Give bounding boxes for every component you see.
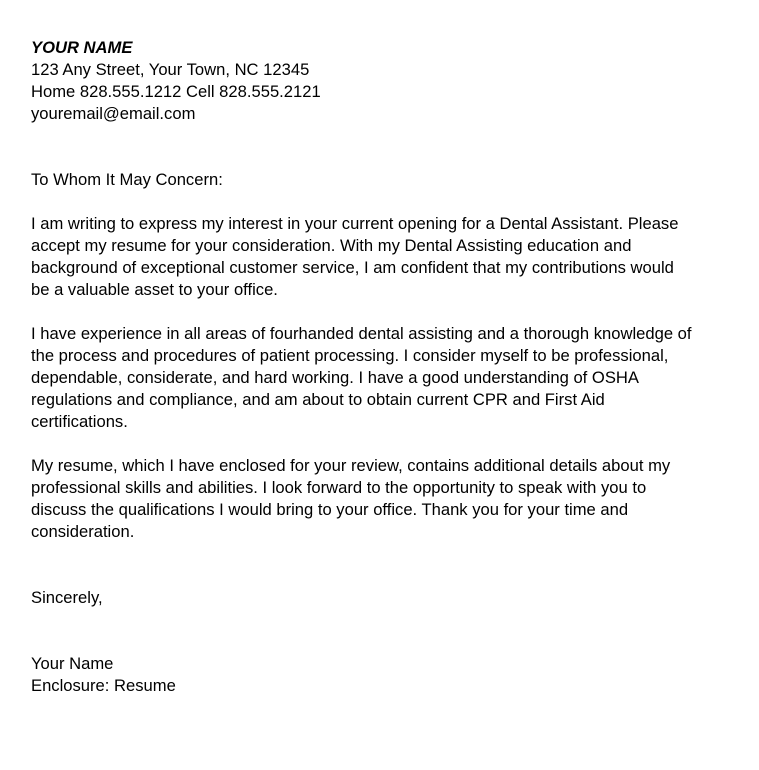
salutation: To Whom It May Concern: (31, 170, 223, 189)
sender-email: youremail@email.com (31, 104, 196, 123)
paragraph-line: regulations and compliance, and am about to obtain current CPR and First Aid (31, 390, 605, 409)
paragraph-line: I am writing to express my interest in your current opening for a Dental Assistant. Please (31, 214, 679, 233)
signature-block (31, 653, 743, 697)
body-paragraph-3 (31, 455, 743, 543)
paragraph-line: discuss the qualifications I would bring to your office. Thank you for your time and (31, 500, 629, 519)
sender-name: YOUR NAME (31, 38, 133, 57)
closing: Sincerely, (31, 588, 103, 607)
paragraph-line: I have experience in all areas of fourhanded dental assisting and a thorough knowledge of (31, 324, 692, 343)
body-paragraph-2 (31, 323, 743, 433)
paragraph-line: background of exceptional customer service, I am confident that my contributions would (31, 258, 674, 277)
sender-phones: Home 828.555.1212 Cell 828.555.2121 (31, 82, 321, 101)
paragraph-line: certifications. (31, 412, 128, 431)
sender-address: 123 Any Street, Your Town, NC 12345 (31, 60, 310, 79)
enclosure-note: Enclosure: Resume (31, 676, 176, 695)
sender-block (31, 37, 743, 125)
signature-name: Your Name (31, 654, 114, 673)
paragraph-line: My resume, which I have enclosed for your review, contains additional details about my (31, 456, 671, 475)
paragraph-line: accept my resume for your consideration. With my Dental Assisting education and (31, 236, 632, 255)
paragraph-line: be a valuable asset to your office. (31, 280, 278, 299)
body-paragraph-1 (31, 213, 743, 301)
paragraph-line: professional skills and abilities. I look forward to the opportunity to speak with you to (31, 478, 647, 497)
paragraph-line: dependable, considerate, and hard working. I have a good understanding of OSHA (31, 368, 639, 387)
paragraph-line: consideration. (31, 522, 135, 541)
paragraph-line: the process and procedures of patient processing. I consider myself to be professional, (31, 346, 669, 365)
cover-letter (31, 37, 743, 697)
